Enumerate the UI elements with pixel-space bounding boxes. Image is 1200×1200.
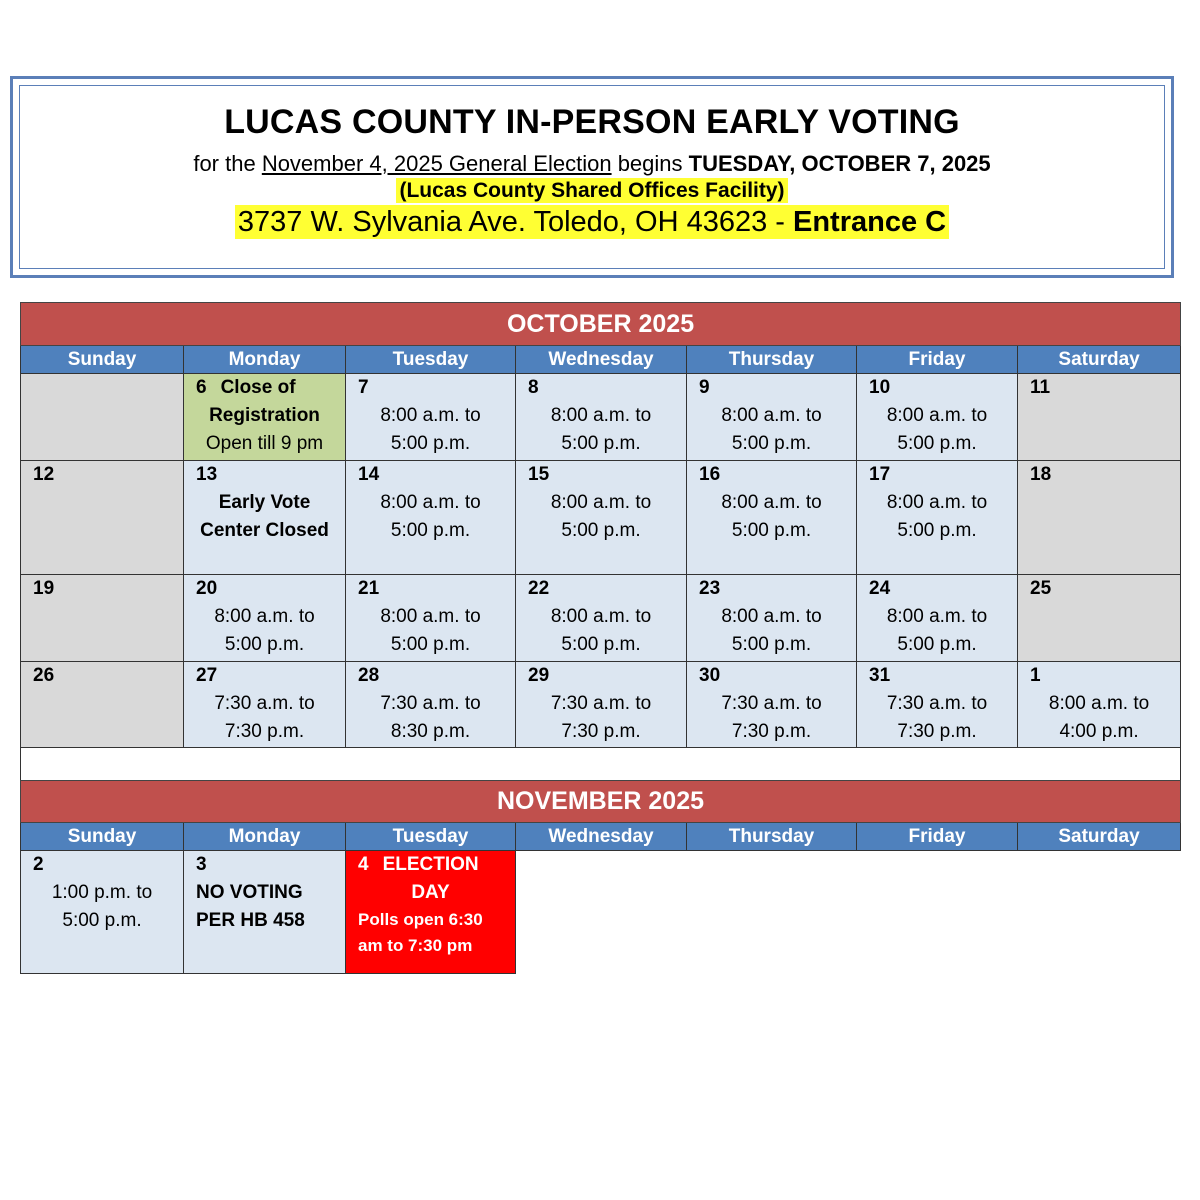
day-note: Center Closed xyxy=(200,520,329,541)
weekday-header: Monday xyxy=(184,346,346,374)
calendar-day-cell xyxy=(857,662,1018,748)
polls-hours: am to 7:30 pm xyxy=(358,936,473,955)
voting-hours: 8:00 a.m. to xyxy=(721,405,822,426)
voting-hours: 8:00 a.m. to xyxy=(721,606,822,627)
polls-hours: Polls open 6:30 xyxy=(358,910,483,929)
weekday-header: Wednesday xyxy=(516,346,687,374)
voting-hours: 7:30 a.m. to xyxy=(550,693,652,714)
day-number: 22 xyxy=(528,578,550,599)
voting-hours: 8:00 a.m. to xyxy=(886,606,988,627)
voting-hours: 5:00 p.m. xyxy=(897,520,977,541)
day-number: 7 xyxy=(358,377,369,398)
voting-hours: 5:00 p.m. xyxy=(561,520,641,541)
voting-hours: 7:30 a.m. to xyxy=(380,693,481,714)
address-text: 3737 W. Sylvania Ave. Toledo, OH 43623 - xyxy=(237,206,793,238)
voting-hours: 5:00 p.m. xyxy=(731,433,812,454)
voting-hours: 5:00 p.m. xyxy=(390,634,471,655)
facility-name: (Lucas County Shared Offices Facility) xyxy=(396,178,787,203)
facility-address xyxy=(235,205,949,239)
calendar-spacer xyxy=(21,748,1181,781)
calendar-day-cell xyxy=(21,851,184,974)
voting-hours: 5:00 p.m. xyxy=(224,634,305,655)
calendar-day-cell xyxy=(516,374,687,461)
day-number: 29 xyxy=(528,665,550,686)
day-number: 24 xyxy=(869,578,891,599)
calendar-day-cell xyxy=(1018,575,1181,662)
voting-hours: 8:00 a.m. to xyxy=(380,492,481,513)
october-weekday-row xyxy=(21,346,1181,374)
voting-hours: 5:00 p.m. xyxy=(897,433,977,454)
calendar-day-cell xyxy=(857,461,1018,575)
voting-hours: 5:00 p.m. xyxy=(897,634,977,655)
weekday-header: Friday xyxy=(857,823,1018,851)
day-number: 19 xyxy=(33,578,55,599)
day-number: 26 xyxy=(33,665,55,686)
voting-hours: 8:00 a.m. to xyxy=(550,492,652,513)
voting-hours: 7:30 a.m. to xyxy=(214,693,315,714)
calendar-week-row xyxy=(21,374,1181,461)
november-calendar xyxy=(20,780,1181,974)
voting-hours: 8:00 a.m. to xyxy=(550,606,652,627)
calendar-day-cell xyxy=(21,662,184,748)
calendar-day-cell xyxy=(857,575,1018,662)
day-number: 18 xyxy=(1030,464,1052,485)
day-number: 6 Close of xyxy=(196,377,296,398)
voting-hours: 5:00 p.m. xyxy=(561,634,641,655)
november-month-header: NOVEMBER 2025 xyxy=(21,781,1181,823)
calendar-day-cell xyxy=(1018,662,1181,748)
day-note: DAY xyxy=(411,882,450,903)
weekday-header: Tuesday xyxy=(346,823,516,851)
voting-hours: 5:00 p.m. xyxy=(390,520,471,541)
day-number: 28 xyxy=(358,665,380,686)
calendar-day-cell xyxy=(857,374,1018,461)
calendar-day-cell xyxy=(346,374,516,461)
calendar-day-cell xyxy=(687,662,857,748)
calendar-day-cell xyxy=(516,575,687,662)
calendar-week-row xyxy=(21,851,1181,974)
weekday-header: Tuesday xyxy=(346,346,516,374)
subtitle-election: November 4, 2025 General Election xyxy=(261,151,612,176)
weekday-header: Thursday xyxy=(687,823,857,851)
november-weekday-row xyxy=(21,823,1181,851)
day-note: NO VOTING xyxy=(196,882,303,903)
day-number: 27 xyxy=(196,665,218,686)
weekday-header: Sunday xyxy=(21,346,184,374)
calendar-day-cell xyxy=(687,575,857,662)
weekday-header: Wednesday xyxy=(516,823,687,851)
calendar-day-cell xyxy=(346,575,516,662)
day-number: 3 xyxy=(196,854,207,875)
day-label: ELECTION xyxy=(382,854,479,875)
empty-cell xyxy=(857,851,1018,974)
weekday-header: Sunday xyxy=(21,823,184,851)
weekday-header: Saturday xyxy=(1018,346,1181,374)
day-number: 1 xyxy=(1030,665,1041,686)
voting-hours: 5:00 p.m. xyxy=(731,634,812,655)
calendar-day-cell xyxy=(184,461,346,575)
voting-hours: 8:00 a.m. to xyxy=(886,492,988,513)
day-number: 23 xyxy=(699,578,721,599)
day-number: 25 xyxy=(1030,578,1052,599)
voting-hours: 7:30 p.m. xyxy=(561,721,641,742)
header-inner xyxy=(19,85,1165,269)
calendar-day-cell xyxy=(1018,374,1181,461)
calendar-day-cell xyxy=(516,461,687,575)
subtitle-prefix: for the xyxy=(193,151,262,176)
voting-hours: 5:00 p.m. xyxy=(390,433,471,454)
day-number: 4 ELECTION xyxy=(358,854,479,875)
day-number: 11 xyxy=(1030,377,1051,398)
calendar-day-cell xyxy=(21,461,184,575)
empty-cell xyxy=(516,851,687,974)
calendar-day-cell xyxy=(346,662,516,748)
day-number: 16 xyxy=(699,464,721,485)
voting-hours: 8:00 a.m. to xyxy=(214,606,315,627)
calendar-day-cell xyxy=(346,851,516,974)
day-number: 14 xyxy=(358,464,380,485)
calendar-week-row xyxy=(21,662,1181,748)
weekday-header: Monday xyxy=(184,823,346,851)
weekday-header: Saturday xyxy=(1018,823,1181,851)
day-number: 15 xyxy=(528,464,550,485)
calendar-day-cell xyxy=(184,851,346,974)
voting-hours: 8:00 a.m. to xyxy=(380,606,481,627)
october-month-header: OCTOBER 2025 xyxy=(21,303,1181,346)
voting-hours: 8:00 a.m. to xyxy=(721,492,822,513)
calendar-week-row xyxy=(21,461,1181,575)
voting-hours: 8:30 p.m. xyxy=(390,721,471,742)
page-title: LUCAS COUNTY IN-PERSON EARLY VOTING xyxy=(224,103,960,141)
voting-hours: 4:00 p.m. xyxy=(1059,721,1139,742)
day-note: Registration xyxy=(209,405,320,426)
calendar-day-cell xyxy=(21,374,184,461)
day-number: 31 xyxy=(869,665,891,686)
day-number: 17 xyxy=(869,464,891,485)
entrance-label: Entrance C xyxy=(793,206,947,238)
weekday-header: Thursday xyxy=(687,346,857,374)
day-number: 12 xyxy=(33,464,55,485)
voting-hours: 7:30 p.m. xyxy=(224,721,305,742)
day-number: 9 xyxy=(699,377,710,398)
day-number xyxy=(21,374,183,402)
voting-hours: 5:00 p.m. xyxy=(731,520,812,541)
empty-cell xyxy=(1018,851,1181,974)
day-note: Early Vote xyxy=(218,492,311,513)
calendar-day-cell xyxy=(516,662,687,748)
voting-hours: 7:30 p.m. xyxy=(897,721,977,742)
day-number: 2 xyxy=(33,854,44,875)
voting-hours: 8:00 a.m. to xyxy=(550,405,652,426)
day-number: 13 xyxy=(196,464,218,485)
voting-hours: 8:00 a.m. to xyxy=(1048,693,1150,714)
day-number: 20 xyxy=(196,578,218,599)
voting-hours: 7:30 a.m. to xyxy=(886,693,988,714)
header-box xyxy=(10,76,1174,278)
voting-hours: 8:00 a.m. to xyxy=(886,405,988,426)
voting-hours: 7:30 p.m. xyxy=(731,721,812,742)
calendar-day-cell xyxy=(687,374,857,461)
day-number: 21 xyxy=(358,578,380,599)
calendar-week-row xyxy=(21,575,1181,662)
subtitle-mid: begins xyxy=(611,151,689,176)
voting-hours: 5:00 p.m. xyxy=(62,910,142,931)
day-note: PER HB 458 xyxy=(196,910,305,931)
day-number: 30 xyxy=(699,665,721,686)
voting-hours: 5:00 p.m. xyxy=(561,433,641,454)
calendar-day-cell xyxy=(184,374,346,461)
empty-cell xyxy=(687,851,857,974)
day-number: 10 xyxy=(869,377,891,398)
day-number: 8 xyxy=(528,377,539,398)
voting-hours: 7:30 a.m. to xyxy=(721,693,822,714)
day-label: Close of xyxy=(220,377,296,398)
subtitle-start-date: TUESDAY, OCTOBER 7, 2025 xyxy=(688,151,991,176)
calendar-day-cell xyxy=(184,662,346,748)
calendar-day-cell xyxy=(687,461,857,575)
voting-hours: Open till 9 pm xyxy=(205,433,324,454)
election-subtitle xyxy=(20,150,1164,178)
weekday-header: Friday xyxy=(857,346,1018,374)
voting-hours: 1:00 p.m. to xyxy=(51,882,153,903)
calendar-day-cell xyxy=(1018,461,1181,575)
calendar-day-cell xyxy=(21,575,184,662)
calendar-day-cell xyxy=(346,461,516,575)
calendar-day-cell xyxy=(184,575,346,662)
october-calendar xyxy=(20,302,1181,781)
voting-hours: 8:00 a.m. to xyxy=(380,405,481,426)
